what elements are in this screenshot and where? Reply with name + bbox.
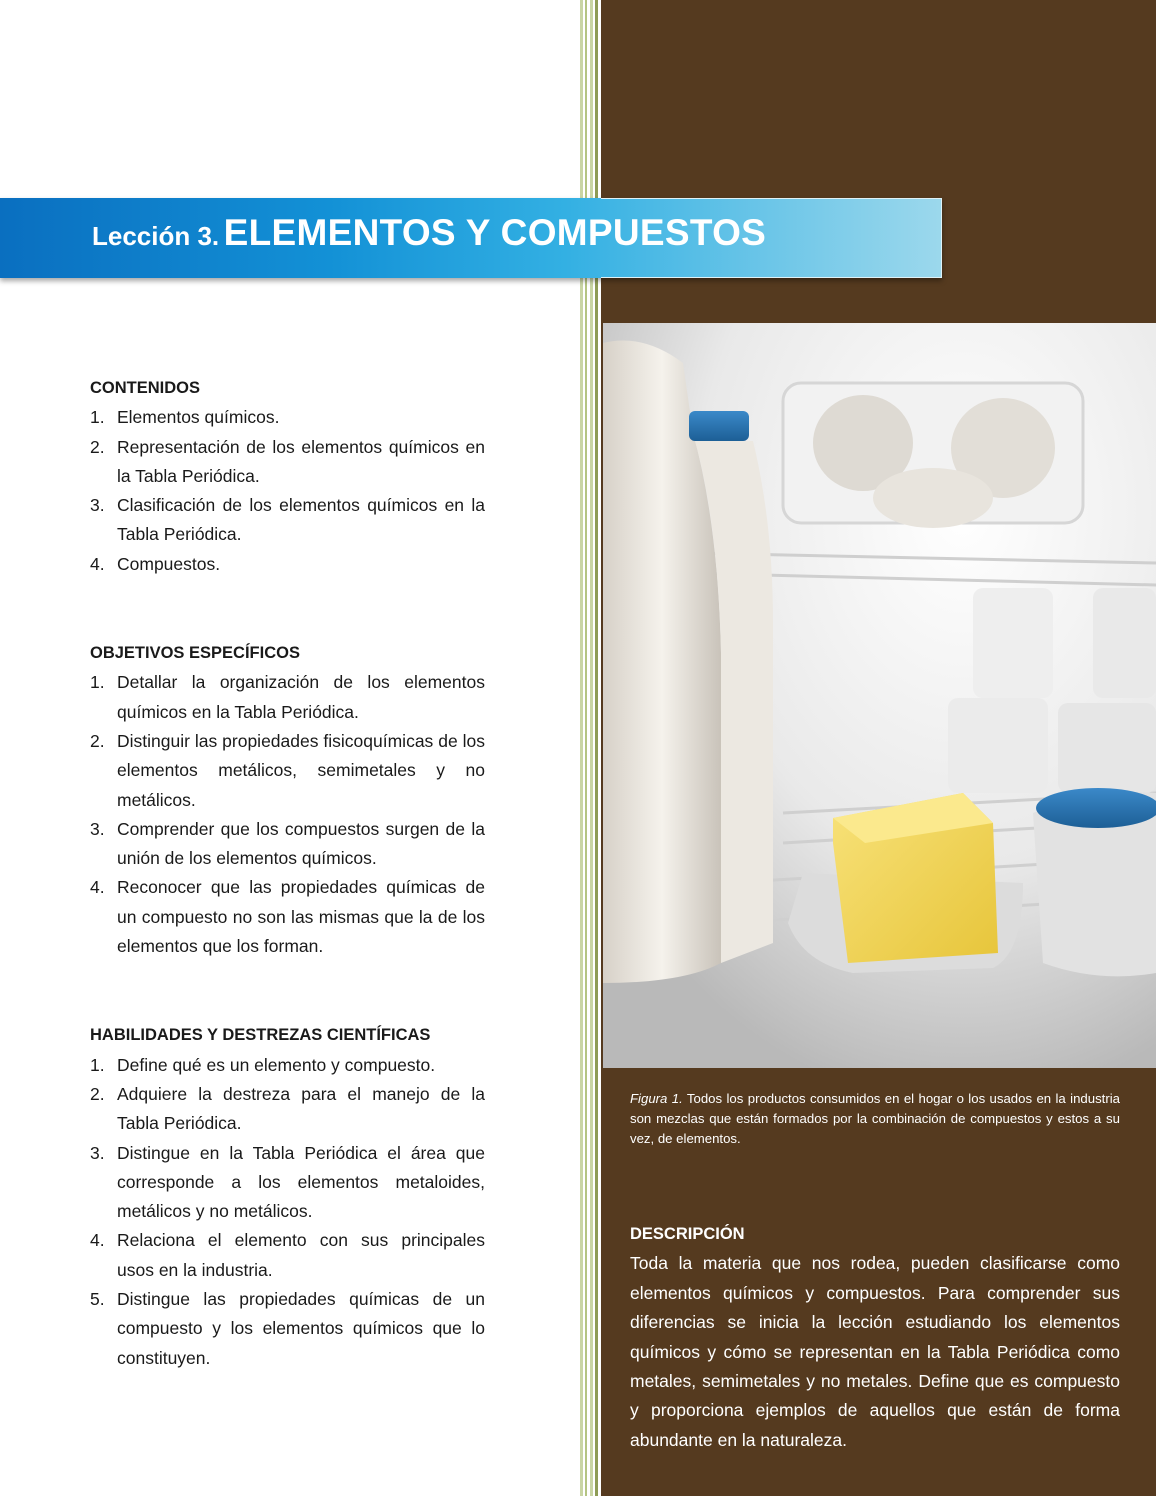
left-column (90, 374, 485, 1373)
item-text: Define qué es un elemento y compuesto. (117, 1054, 436, 1075)
objetivos-list (90, 668, 485, 961)
title-prefix: Lección 3. (92, 221, 220, 251)
item-number: 4. (90, 877, 105, 898)
list-item (90, 727, 485, 815)
page-title (92, 212, 766, 254)
item-text: Clasificación de los elementos químicos en la Tabla Periódica. (117, 495, 485, 545)
list-item (90, 815, 485, 874)
item-number: 1. (90, 672, 105, 693)
fridge-photo (603, 323, 1156, 1068)
description-section (630, 1220, 1120, 1455)
item-text: Adquiere la destreza para el manejo de la Tabla Periódica. (117, 1083, 485, 1134)
item-text: Relaciona el elemento con sus principales usos en la industria. (117, 1230, 485, 1280)
item-number: 4. (90, 1230, 105, 1251)
figure-caption (630, 1089, 1120, 1149)
item-number: 1. (90, 1054, 105, 1075)
habilidades-list (90, 1051, 485, 1373)
item-text: Representación de los elementos químicos en la Tabla Periódica. (117, 436, 485, 486)
descripcion-text: Toda la materia que nos rodea, pueden clasificarse como elementos químicos y compuestos. Para comprender sus diferencias se inicia la lección estudiando los elementos químicos y cómo se representan en la Tabla Periódica como metales, semimetales y no metales. Define que es compuesto y proporciona ejemplos de aquellos que están de forma abundante en la naturaleza. (630, 1253, 1120, 1450)
milk-bottle (603, 341, 773, 984)
descripcion-heading: DESCRIPCIÓN (630, 1225, 745, 1243)
list-item (90, 433, 485, 492)
item-text: Distingue en la Tabla Periódica el área que corresponde a los elementos metaloides, metálicos y no metálicos. (117, 1142, 485, 1222)
item-number: 4. (90, 553, 105, 574)
habilidades-heading: HABILIDADES Y DESTREZAS CIENTÍFICAS (90, 1026, 431, 1045)
list-item (90, 1080, 485, 1139)
item-text: Reconocer que las propiedades químicas de un compuesto no son las mismas que la de los elementos que los forman. (117, 877, 485, 957)
list-item (90, 491, 485, 550)
title-banner (0, 198, 942, 278)
contenidos-heading: CONTENIDOS (90, 379, 201, 397)
item-number: 2. (90, 436, 105, 457)
item-number: 3. (90, 1142, 105, 1163)
item-number: 2. (90, 730, 105, 751)
title-main: ELEMENTOS Y COMPUESTOS (223, 212, 767, 253)
item-number: 5. (90, 1289, 105, 1310)
egg-carton (783, 383, 1083, 528)
list-item (90, 550, 485, 579)
objetivos-heading: OBJETIVOS ESPECÍFICOS (90, 644, 300, 663)
list-item (90, 1285, 485, 1373)
list-item (90, 1051, 485, 1080)
item-number: 3. (90, 495, 105, 516)
list-item (90, 1226, 485, 1285)
list-item (90, 403, 485, 432)
item-text: Detallar la organización de los elementos químicos en la Tabla Periódica. (117, 672, 485, 722)
item-text: Distinguir las propiedades fisicoquímicas de los elementos metálicos, semimetales y no metálicos. (117, 730, 485, 810)
list-item (90, 873, 485, 961)
figure-label: Figura 1. (630, 1091, 683, 1106)
list-item (90, 668, 485, 727)
item-number: 1. (90, 407, 105, 428)
list-item (90, 1139, 485, 1227)
item-number: 3. (90, 818, 105, 839)
item-text: Compuestos. (117, 553, 221, 574)
item-text: Elementos químicos. (117, 407, 280, 428)
item-text: Comprender que los compuestos surgen de la unión de los elementos químicos. (117, 818, 485, 869)
figure-caption-text: Todos los productos consumidos en el hogar o los usados en la industria son mezclas que están formados por la combinación de compuestos y estos a su vez, de elementos. (630, 1091, 1120, 1146)
contenidos-list (90, 403, 485, 579)
item-text: Distingue las propiedades químicas de un compuesto y los elementos químicos que lo constituyen. (117, 1289, 485, 1368)
item-number: 2. (90, 1083, 105, 1104)
